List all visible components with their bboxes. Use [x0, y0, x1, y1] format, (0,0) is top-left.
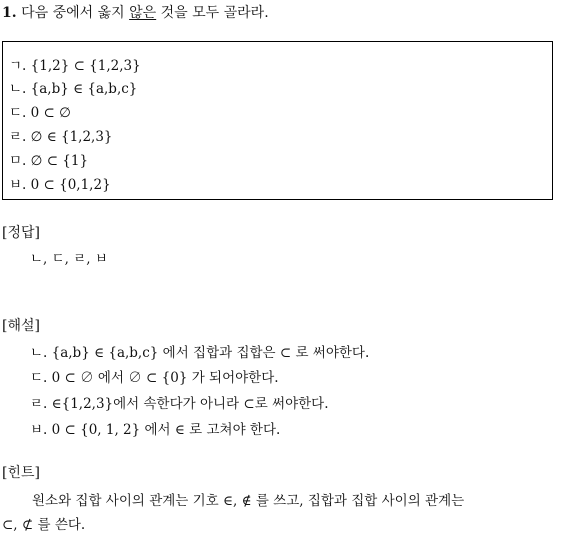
choice-item	[9, 101, 71, 121]
hint-label: [힌트]	[2, 465, 40, 481]
question-header	[2, 2, 269, 22]
choice-expression: ∅ ∈ {1,2,3}	[30, 129, 113, 145]
choice-marker: ㄹ.	[9, 129, 27, 145]
explanation-line: ㄴ. {a,b} ∈ {a,b,c} 에서 집합과 집합은 ⊂ 로 써야한다.	[30, 345, 370, 361]
answer-text: ㄴ, ㄷ, ㄹ, ㅂ	[30, 251, 108, 267]
choice-expression: ∅ ⊂ {1}	[30, 153, 89, 169]
explanation-line: ㅂ. 0 ⊂ {0, 1, 2} 에서 ∈ 로 고쳐야 한다.	[30, 422, 281, 438]
hint-line: 원소와 집합 사이의 관계는 기호 ∈, ∉ 를 쓰고, 집합과 집합 사이의 관계는	[32, 493, 465, 509]
choice-marker: ㅂ.	[9, 177, 27, 193]
choice-item	[9, 125, 113, 145]
hint-line: ⊂, ⊄ 를 쓴다.	[2, 517, 86, 533]
explanation-line: ㄹ. ∈{1,2,3}에서 속한다가 아니라 ⊂로 써야한다.	[30, 396, 329, 412]
choice-item	[9, 77, 137, 97]
choice-expression: {1,2} ⊂ {1,2,3}	[30, 58, 141, 74]
choice-marker: ㄷ.	[9, 105, 27, 121]
choice-expression: {a,b} ∈ {a,b,c}	[30, 81, 138, 97]
choices-box	[2, 41, 553, 200]
question-text-after: 것을 모두 골라라.	[156, 5, 269, 21]
question-text-before: 다음 중에서 옳지	[21, 5, 130, 21]
choice-expression: 0 ⊂ ∅	[30, 105, 71, 121]
choice-item	[9, 173, 111, 193]
question-number: 1.	[2, 5, 17, 21]
question-text-underlined: 않은	[129, 5, 157, 21]
choice-marker: ㄴ.	[9, 81, 27, 97]
choice-marker: ㅁ.	[9, 153, 27, 169]
explanation-label: [해설]	[2, 318, 40, 334]
answer-label: [정답]	[2, 225, 40, 241]
explanation-line: ㄷ. 0 ⊂ ∅ 에서 ∅ ⊂ {0} 가 되어야한다.	[30, 370, 279, 386]
choice-item	[9, 54, 141, 74]
choice-expression: 0 ⊂ {0,1,2}	[30, 177, 111, 193]
choice-item	[9, 149, 88, 169]
choice-marker: ㄱ.	[9, 58, 27, 74]
